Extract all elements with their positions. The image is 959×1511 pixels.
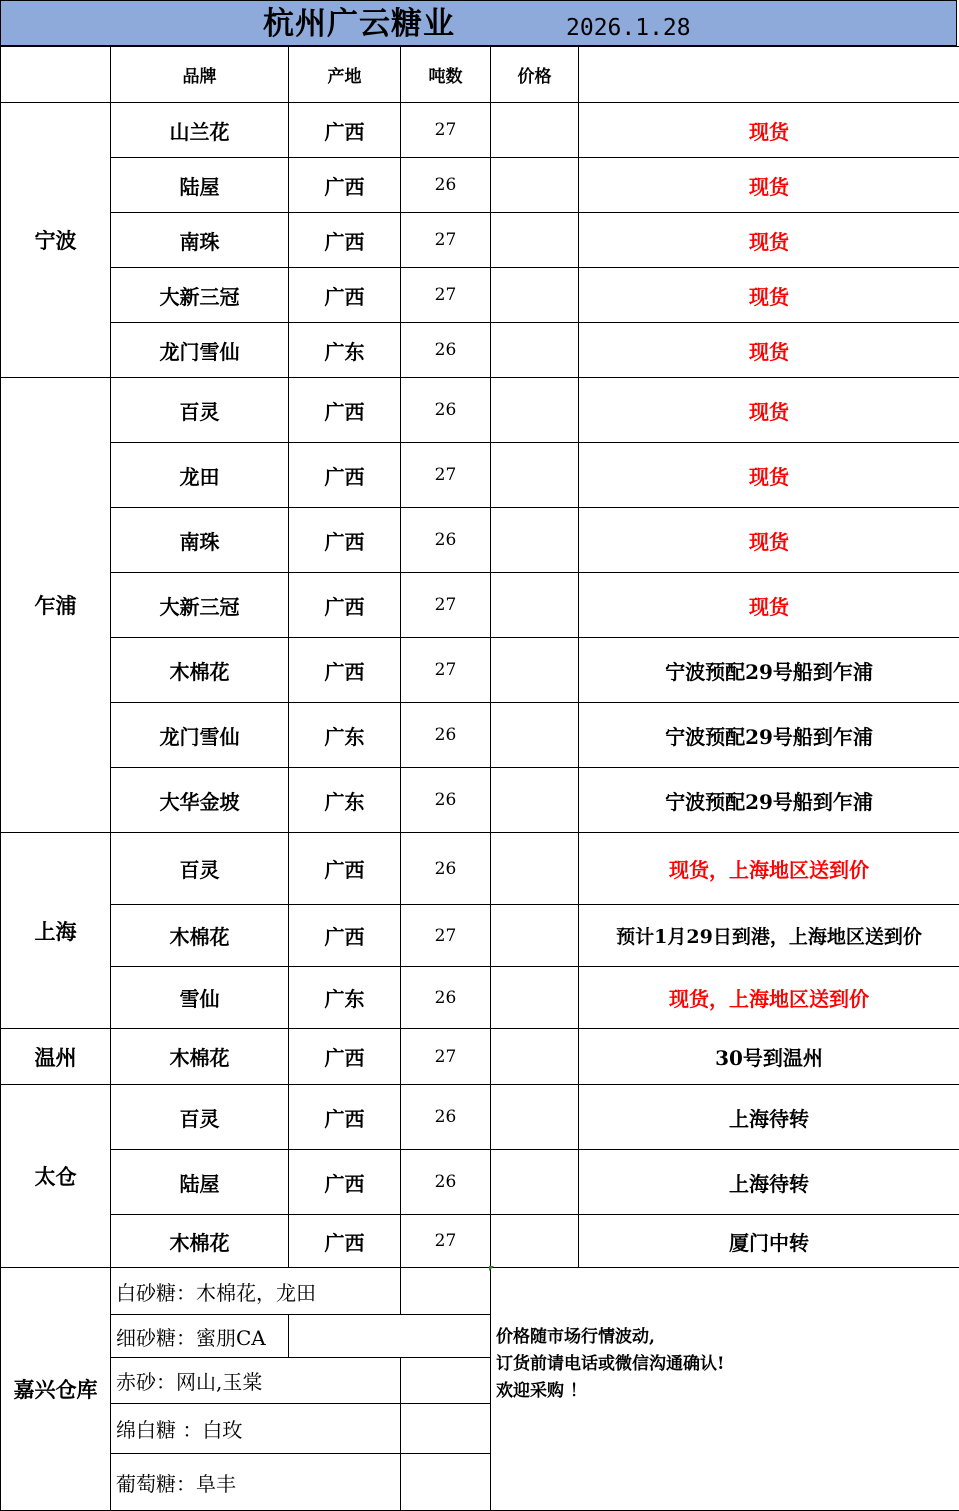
price-cell [491,158,579,213]
price-cell [491,703,579,768]
header-brand: 品牌 [111,47,289,103]
note-cell: 宁波预配29号船到乍浦 [579,768,959,833]
price-cell [491,213,579,268]
table-row [1,573,959,638]
tons-cell: 26 [401,703,491,768]
price-cell [491,443,579,508]
price-cell [491,1029,579,1085]
note-cell: 现货 [579,268,959,323]
warehouse-item: 绵白糖 ：白玫 [111,1404,401,1454]
inventory-table [0,46,959,1511]
header-row [1,47,959,103]
table-row [1,323,959,378]
table-row [1,378,959,443]
brand-cell: 龙门雪仙 [111,323,289,378]
price-cell [491,1150,579,1215]
brand-cell: 南珠 [111,508,289,573]
brand-cell: 南珠 [111,213,289,268]
location-cell: 宁波 [1,103,111,378]
table-row [1,1215,959,1268]
price-cell [491,833,579,905]
location-cell: 乍浦 [1,378,111,833]
brand-cell: 龙门雪仙 [111,703,289,768]
origin-cell: 广东 [289,967,401,1029]
table-row [1,703,959,768]
price-cell [491,638,579,703]
brand-cell: 大新三冠 [111,268,289,323]
price-cell [491,103,579,158]
tons-cell: 27 [401,1029,491,1085]
note-cell: 现货 [579,213,959,268]
price-cell [491,768,579,833]
table-row [1,213,959,268]
origin-cell: 广西 [289,268,401,323]
cell-comment-marker [489,1266,494,1271]
remark-cell [491,1268,959,1511]
title-bar [0,0,957,46]
tons-cell: 27 [401,905,491,967]
origin-cell: 广西 [289,1029,401,1085]
tons-cell: 27 [401,213,491,268]
note-cell: 厦门中转 [579,1215,959,1268]
tons-cell: 26 [401,768,491,833]
tons-cell: 26 [401,378,491,443]
origin-cell: 广西 [289,158,401,213]
brand-cell: 木棉花 [111,1215,289,1268]
note-cell: 现货 [579,323,959,378]
price-cell [491,573,579,638]
header-note [579,47,959,103]
price-cell [491,905,579,967]
table-row [1,1029,959,1085]
note-cell: 现货，上海地区送到价 [579,967,959,1029]
tons-cell: 27 [401,1215,491,1268]
origin-cell: 广西 [289,638,401,703]
table-row [1,1085,959,1150]
origin-cell: 广西 [289,103,401,158]
note-cell: 现货 [579,573,959,638]
price-cell [491,1085,579,1150]
note-cell: 现货 [579,443,959,508]
note-cell: 30号到温州 [579,1029,959,1085]
origin-cell: 广西 [289,1085,401,1150]
origin-cell: 广西 [289,508,401,573]
header-origin: 产地 [289,47,401,103]
origin-cell: 广西 [289,443,401,508]
header-price: 价格 [491,47,579,103]
warehouse-blank-cell [401,1358,491,1404]
table-row [1,967,959,1029]
origin-cell: 广西 [289,573,401,638]
location-cell: 上海 [1,833,111,1029]
origin-cell: 广西 [289,905,401,967]
origin-cell: 广东 [289,323,401,378]
tons-cell: 26 [401,323,491,378]
tons-cell: 26 [401,967,491,1029]
origin-cell: 广西 [289,213,401,268]
note-cell: 宁波预配29号船到乍浦 [579,703,959,768]
price-cell [491,323,579,378]
brand-cell: 山兰花 [111,103,289,158]
warehouse-blank-cell [401,1404,491,1454]
remark-line: 订货前请电话或微信沟通确认! [496,1354,725,1374]
brand-cell: 陆屋 [111,1150,289,1215]
tons-cell: 26 [401,833,491,905]
table-row [1,508,959,573]
tons-cell: 27 [401,443,491,508]
brand-cell: 木棉花 [111,638,289,703]
note-cell: 现货，上海地区送到价 [579,833,959,905]
tons-cell: 26 [401,1150,491,1215]
warehouse-item: 赤砂：网山,玉棠 [111,1358,401,1404]
price-cell [491,1215,579,1268]
tons-cell: 26 [401,1085,491,1150]
warehouse-blank-cell [401,1454,491,1511]
note-cell: 宁波预配29号船到乍浦 [579,638,959,703]
table-row [1,905,959,967]
note-cell: 上海待转 [579,1085,959,1150]
tons-cell: 26 [401,158,491,213]
tons-cell: 27 [401,268,491,323]
brand-cell: 百灵 [111,1085,289,1150]
table-row [1,158,959,213]
price-cell [491,378,579,443]
origin-cell: 广东 [289,768,401,833]
remark-line: 价格随市场行情波动, [496,1327,655,1347]
origin-cell: 广西 [289,1150,401,1215]
price-cell [491,508,579,573]
brand-cell: 百灵 [111,833,289,905]
brand-cell: 大新三冠 [111,573,289,638]
tons-cell: 27 [401,573,491,638]
company-title: 杭州广云糖业 [263,6,455,42]
header-blank [1,47,111,103]
warehouse-location-cell: 嘉兴仓库 [1,1268,111,1511]
note-cell: 现货 [579,103,959,158]
brand-cell: 陆屋 [111,158,289,213]
origin-cell: 广西 [289,1215,401,1268]
tons-cell: 27 [401,638,491,703]
note-cell: 现货 [579,378,959,443]
origin-cell: 广西 [289,833,401,905]
table-row [1,268,959,323]
sheet-date: 2026.1.28 [566,15,691,41]
table-row [1,638,959,703]
origin-cell: 广西 [289,378,401,443]
table-row [1,833,959,905]
brand-cell: 雪仙 [111,967,289,1029]
remark-line: 欢迎采购 ！ [496,1381,587,1401]
warehouse-item: 细砂糖：蜜朋CA [111,1315,289,1358]
brand-cell: 大华金坡 [111,768,289,833]
brand-cell: 木棉花 [111,1029,289,1085]
location-cell: 温州 [1,1029,111,1085]
tons-cell: 27 [401,103,491,158]
note-cell: 现货 [579,158,959,213]
warehouse-item: 葡萄糖：阜丰 [111,1454,401,1511]
table-row [1,768,959,833]
note-cell: 预计1月29日到港，上海地区送到价 [579,905,959,967]
table-row [1,443,959,508]
location-cell: 太仓 [1,1085,111,1268]
header-tonnage: 吨数 [401,47,491,103]
table-row [1,1150,959,1215]
brand-cell: 龙田 [111,443,289,508]
brand-cell: 百灵 [111,378,289,443]
tons-cell: 26 [401,508,491,573]
warehouse-blank-cell [289,1315,491,1358]
price-cell [491,268,579,323]
price-cell [491,967,579,1029]
origin-cell: 广东 [289,703,401,768]
warehouse-row [1,1268,959,1315]
brand-cell: 木棉花 [111,905,289,967]
note-cell: 现货 [579,508,959,573]
table-row [1,103,959,158]
note-cell: 上海待转 [579,1150,959,1215]
warehouse-item: 白砂糖：木棉花，龙田 [111,1268,401,1315]
warehouse-blank-cell [401,1268,491,1315]
